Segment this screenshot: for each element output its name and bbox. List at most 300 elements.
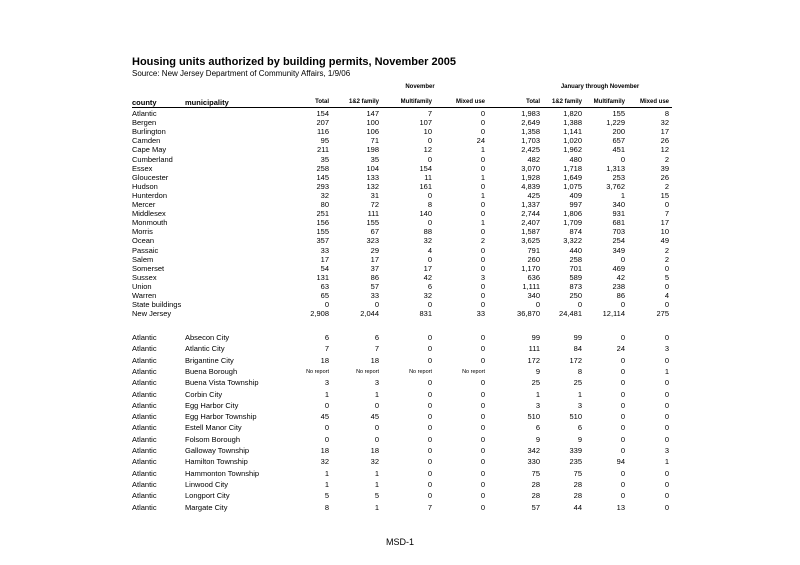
value-cell: 7 — [427, 109, 432, 118]
county-name: Atlantic — [132, 434, 157, 444]
value-cell: 873 — [569, 281, 582, 291]
value-cell: 0 — [427, 468, 432, 478]
value-cell: 156 — [316, 218, 329, 228]
county-row — [0, 136, 800, 145]
col-mixed-ytd: Mixed use — [639, 99, 669, 105]
value-cell: 440 — [569, 245, 582, 255]
value-cell: 330 — [527, 457, 540, 467]
municipality-row — [0, 411, 800, 423]
value-cell: 0 — [480, 333, 485, 342]
value-cell: 0 — [427, 254, 432, 264]
county-name: Atlantic — [132, 479, 157, 489]
value-cell: 0 — [324, 400, 329, 410]
value-cell: 0 — [427, 154, 432, 164]
col-family-ytd: 1&2 family — [551, 99, 582, 105]
value-cell: 0 — [620, 400, 625, 410]
county-name: Camden — [132, 136, 161, 146]
county-name: Warren — [132, 291, 157, 300]
county-row — [0, 300, 800, 309]
municipality-name: Galloway Township — [185, 446, 250, 455]
value-cell: 2 — [664, 245, 669, 255]
value-cell: 6 — [535, 423, 540, 433]
value-cell: 0 — [620, 491, 625, 501]
value-cell: 2,425 — [521, 145, 540, 155]
county-row — [0, 309, 800, 318]
value-cell: 425 — [527, 190, 540, 200]
value-cell: 0 — [480, 291, 485, 300]
value-cell: 154 — [419, 163, 432, 173]
value-cell: 260 — [527, 254, 540, 264]
value-cell: 106 — [366, 127, 379, 137]
county-name: Passaic — [132, 245, 159, 255]
value-cell: 35 — [320, 154, 329, 164]
value-cell: 1,709 — [563, 218, 582, 228]
value-cell: 172 — [527, 355, 540, 365]
value-cell: 11 — [424, 172, 432, 182]
value-cell: 17 — [660, 127, 669, 137]
value-cell: 0 — [427, 190, 432, 200]
value-cell: 172 — [569, 355, 582, 365]
value-cell: 997 — [569, 200, 582, 209]
report-title: Housing units authorized by building permits, November 2005 — [132, 56, 456, 68]
value-cell: 469 — [612, 263, 625, 273]
county-row — [0, 173, 800, 182]
value-cell: 1 — [620, 190, 625, 200]
value-cell: 1 — [324, 479, 329, 489]
value-cell: 1,820 — [563, 109, 582, 118]
value-cell: 95 — [320, 136, 329, 146]
value-cell: 0 — [480, 468, 485, 478]
value-cell: 251 — [316, 209, 329, 219]
value-cell: 0 — [480, 181, 485, 191]
value-cell: 1,962 — [563, 145, 582, 155]
value-cell: 17 — [423, 263, 432, 273]
county-name: Atlantic — [132, 491, 157, 501]
value-cell: 65 — [320, 291, 329, 300]
value-cell: 2 — [664, 154, 669, 164]
value-cell: 1,075 — [563, 181, 582, 191]
municipality-name: Absecon City — [185, 333, 230, 342]
value-cell: 2,044 — [360, 309, 379, 319]
value-cell: 357 — [316, 236, 329, 246]
value-cell: 86 — [370, 272, 379, 282]
value-cell: 99 — [573, 333, 582, 342]
value-cell: 0 — [480, 127, 485, 137]
value-cell: 235 — [569, 457, 582, 467]
group-header-november: November — [405, 84, 435, 90]
county-name: Sussex — [132, 272, 157, 282]
value-cell: 1,229 — [606, 118, 625, 128]
value-cell: 42 — [423, 272, 432, 282]
value-cell: 0 — [374, 300, 379, 310]
county-row — [0, 118, 800, 127]
value-cell: 340 — [612, 200, 625, 209]
county-row — [0, 218, 800, 227]
value-cell: 57 — [370, 281, 379, 291]
value-cell: 0 — [427, 218, 432, 228]
county-name: Monmouth — [132, 218, 168, 228]
value-cell: 36,870 — [517, 309, 540, 319]
value-cell: 18 — [320, 446, 329, 455]
value-cell: 32 — [370, 457, 379, 467]
value-cell: 24 — [616, 344, 625, 354]
value-cell: 0 — [480, 254, 485, 264]
value-cell: 80 — [320, 200, 329, 209]
value-cell: 0 — [480, 412, 485, 422]
value-cell: 1 — [480, 145, 485, 155]
value-cell: 0 — [664, 479, 669, 489]
value-cell: 0 — [480, 491, 485, 501]
value-cell: 7 — [324, 344, 329, 354]
value-cell: 1 — [577, 389, 582, 399]
value-cell: 342 — [527, 446, 540, 455]
value-cell: 140 — [419, 209, 432, 219]
value-cell: 0 — [620, 300, 625, 310]
value-cell: 3 — [535, 400, 540, 410]
value-cell: 155 — [366, 218, 379, 228]
value-cell: 10 — [660, 227, 669, 237]
county-row — [0, 227, 800, 236]
municipality-name: Buena Vista Township — [185, 378, 259, 388]
value-cell: 5 — [664, 272, 669, 282]
value-cell: 1,111 — [522, 281, 540, 291]
value-cell: 75 — [531, 468, 540, 478]
value-cell: 133 — [366, 172, 379, 182]
value-cell: 6 — [324, 333, 329, 342]
value-cell: 33 — [320, 245, 329, 255]
value-cell: No report — [409, 368, 432, 375]
value-cell: 3 — [374, 378, 379, 388]
value-cell: 1,649 — [563, 172, 582, 182]
value-cell: 99 — [531, 333, 540, 342]
value-cell: 1 — [664, 366, 669, 376]
value-cell: 0 — [480, 109, 485, 118]
value-cell: 0 — [620, 434, 625, 444]
value-cell: 2,908 — [310, 309, 329, 319]
value-cell: 3,762 — [606, 181, 625, 191]
value-cell: 154 — [316, 109, 329, 118]
value-cell: 84 — [573, 344, 582, 354]
value-cell: 4 — [664, 291, 669, 300]
value-cell: 510 — [569, 412, 582, 422]
value-cell: 636 — [527, 272, 540, 282]
municipality-row — [0, 422, 800, 434]
col-multi-ytd: Multifamily — [593, 99, 625, 105]
value-cell: 0 — [480, 200, 485, 209]
value-cell: 28 — [573, 491, 582, 501]
value-cell: 0 — [324, 300, 329, 310]
value-cell: 72 — [370, 200, 379, 209]
value-cell: 238 — [612, 281, 625, 291]
municipality-row — [0, 479, 800, 491]
value-cell: 6 — [374, 333, 379, 342]
value-cell: 8 — [664, 109, 669, 118]
county-name: Hunterdon — [132, 190, 168, 200]
value-cell: 1,388 — [563, 118, 582, 128]
value-cell: 703 — [612, 227, 625, 237]
municipality-name: Longport City — [185, 491, 230, 501]
municipality-name: Folsom Borough — [185, 434, 241, 444]
value-cell: 0 — [480, 263, 485, 273]
value-cell: No report — [306, 368, 329, 375]
municipality-name: Corbin City — [185, 389, 223, 399]
value-cell: 0 — [427, 446, 432, 455]
value-cell: 12 — [660, 145, 669, 155]
county-name: Atlantic — [132, 366, 157, 376]
value-cell: 0 — [620, 378, 625, 388]
value-cell: 18 — [320, 355, 329, 365]
value-cell: 207 — [316, 118, 329, 128]
value-cell: 94 — [616, 457, 625, 467]
value-cell: 54 — [320, 263, 329, 273]
value-cell: 258 — [316, 163, 329, 173]
value-cell: 0 — [427, 344, 432, 354]
value-cell: 0 — [480, 434, 485, 444]
value-cell: 24,481 — [559, 309, 582, 319]
value-cell: 340 — [527, 291, 540, 300]
value-cell: 45 — [320, 412, 329, 422]
value-cell: 32 — [423, 291, 432, 300]
value-cell: 32 — [320, 457, 329, 467]
county-row — [0, 255, 800, 264]
county-row — [0, 246, 800, 255]
county-name: Atlantic — [132, 333, 157, 342]
value-cell: 1,170 — [521, 263, 540, 273]
value-cell: 7 — [664, 209, 669, 219]
municipality-row — [0, 456, 800, 468]
value-cell: 1,983 — [521, 109, 540, 118]
municipality-name: Egg Harbor Township — [185, 412, 257, 422]
county-row — [0, 127, 800, 136]
value-cell: 0 — [480, 281, 485, 291]
value-cell: 1 — [324, 389, 329, 399]
value-cell: 0 — [324, 423, 329, 433]
county-name: Atlantic — [132, 344, 157, 354]
value-cell: 9 — [535, 366, 540, 376]
value-cell: 1,718 — [563, 163, 582, 173]
value-cell: 0 — [480, 502, 485, 512]
value-cell: 0 — [374, 400, 379, 410]
value-cell: 0 — [577, 300, 582, 310]
value-cell: 8 — [324, 502, 329, 512]
value-cell: 75 — [573, 468, 582, 478]
county-name: Bergen — [132, 118, 157, 128]
county-row — [0, 209, 800, 218]
value-cell: 32 — [660, 118, 669, 128]
county-name: Union — [132, 281, 152, 291]
value-cell: 323 — [366, 236, 379, 246]
value-cell: 1 — [324, 468, 329, 478]
value-cell: 1 — [480, 172, 485, 182]
county-name: Salem — [132, 254, 154, 264]
value-cell: 25 — [573, 378, 582, 388]
county-name: Ocean — [132, 236, 155, 246]
county-name: Hudson — [132, 181, 158, 191]
municipality-name: Linwood City — [185, 479, 228, 489]
value-cell: 0 — [427, 423, 432, 433]
value-cell: 26 — [660, 172, 669, 182]
value-cell: 17 — [320, 254, 329, 264]
value-cell: 0 — [620, 389, 625, 399]
county-row — [0, 155, 800, 164]
value-cell: 1 — [664, 457, 669, 467]
value-cell: 0 — [620, 446, 625, 455]
county-name: Atlantic — [132, 400, 157, 410]
municipality-row — [0, 502, 800, 514]
value-cell: 18 — [370, 446, 379, 455]
value-cell: 0 — [374, 434, 379, 444]
value-cell: 13 — [616, 502, 625, 512]
column-header-row — [0, 98, 800, 107]
value-cell: 5 — [374, 491, 379, 501]
value-cell: 2 — [664, 254, 669, 264]
municipality-row — [0, 468, 800, 480]
value-cell: 211 — [317, 145, 329, 155]
value-cell: 86 — [616, 291, 625, 300]
value-cell: 0 — [427, 378, 432, 388]
county-row — [0, 273, 800, 282]
value-cell: 155 — [316, 227, 329, 237]
value-cell: 1 — [374, 502, 379, 512]
value-cell: 253 — [612, 172, 625, 182]
value-cell: 0 — [427, 434, 432, 444]
value-cell: 0 — [620, 468, 625, 478]
value-cell: 0 — [480, 446, 485, 455]
value-cell: 451 — [612, 145, 625, 155]
value-cell: 482 — [527, 154, 540, 164]
value-cell: 0 — [664, 281, 669, 291]
group-header-ytd: January through November — [560, 84, 640, 90]
value-cell: 1,020 — [563, 136, 582, 146]
value-cell: 67 — [370, 227, 379, 237]
value-cell: 15 — [660, 190, 669, 200]
value-cell: 250 — [569, 291, 582, 300]
value-cell: 63 — [320, 281, 329, 291]
value-cell: 12,114 — [602, 309, 625, 319]
value-cell: 147 — [366, 109, 379, 118]
value-cell: 4 — [427, 245, 432, 255]
value-cell: 0 — [480, 457, 485, 467]
value-cell: 0 — [664, 389, 669, 399]
value-cell: 4,839 — [521, 181, 540, 191]
county-row — [0, 236, 800, 245]
header-rule — [132, 107, 672, 108]
municipality-name: Buena Borough — [185, 366, 238, 376]
value-cell: 28 — [531, 479, 540, 489]
value-cell: 339 — [569, 446, 582, 455]
value-cell: 349 — [612, 245, 625, 255]
value-cell: 0 — [480, 378, 485, 388]
value-cell: 132 — [366, 181, 379, 191]
value-cell: 100 — [366, 118, 379, 128]
county-row — [0, 109, 800, 118]
value-cell: 0 — [480, 479, 485, 489]
county-row — [0, 200, 800, 209]
value-cell: 681 — [612, 218, 625, 228]
value-cell: 0 — [664, 333, 669, 342]
value-cell: 510 — [527, 412, 540, 422]
value-cell: 155 — [612, 109, 625, 118]
value-cell: 0 — [427, 491, 432, 501]
county-row — [0, 145, 800, 154]
value-cell: 25 — [531, 378, 540, 388]
municipality-row — [0, 366, 800, 378]
value-cell: 874 — [569, 227, 582, 237]
value-cell: 0 — [480, 300, 485, 310]
value-cell: 1 — [374, 479, 379, 489]
municipality-row — [0, 332, 800, 344]
value-cell: 1,806 — [563, 209, 582, 219]
value-cell: 0 — [480, 423, 485, 433]
value-cell: 1 — [480, 218, 485, 228]
value-cell: 9 — [535, 434, 540, 444]
county-name: Middlesex — [132, 209, 166, 219]
value-cell: 1 — [374, 468, 379, 478]
municipality-row — [0, 355, 800, 367]
value-cell: 6 — [577, 423, 582, 433]
value-cell: 275 — [656, 309, 669, 319]
value-cell: 0 — [480, 245, 485, 255]
value-cell: 5 — [324, 491, 329, 501]
value-cell: 0 — [324, 434, 329, 444]
county-name: Cape May — [132, 145, 167, 155]
value-cell: 0 — [664, 200, 669, 209]
value-cell: 8 — [577, 366, 582, 376]
value-cell: 0 — [480, 344, 485, 354]
county-name: Mercer — [132, 200, 156, 209]
value-cell: 111 — [367, 209, 379, 219]
value-cell: 0 — [427, 400, 432, 410]
value-cell: 3 — [577, 400, 582, 410]
county-name: Cumberland — [132, 154, 173, 164]
municipality-row — [0, 445, 800, 457]
value-cell: 1,587 — [521, 227, 540, 237]
value-cell: 71 — [370, 136, 379, 146]
value-cell: 2 — [664, 181, 669, 191]
col-municipality: municipality — [185, 98, 229, 107]
value-cell: 33 — [476, 309, 485, 319]
county-row — [0, 282, 800, 291]
value-cell: 57 — [531, 502, 540, 512]
county-name: Essex — [132, 163, 153, 173]
value-cell: 0 — [535, 300, 540, 310]
value-cell: 0 — [480, 209, 485, 219]
value-cell: 104 — [366, 163, 379, 173]
value-cell: 9 — [577, 434, 582, 444]
value-cell: 931 — [612, 209, 625, 219]
value-cell: 0 — [664, 491, 669, 501]
value-cell: 0 — [480, 154, 485, 164]
county-name: New Jersey — [132, 309, 172, 319]
value-cell: 200 — [612, 127, 625, 137]
value-cell: 8 — [427, 200, 432, 209]
value-cell: 0 — [620, 479, 625, 489]
value-cell: No report — [462, 368, 485, 375]
col-family: 1&2 family — [348, 99, 379, 105]
value-cell: 2,407 — [521, 218, 540, 228]
value-cell: 1,141 — [563, 127, 582, 137]
municipality-name: Hamilton Township — [185, 457, 248, 467]
value-cell: 31 — [370, 190, 379, 200]
value-cell: 0 — [620, 333, 625, 342]
col-county: county — [132, 98, 157, 107]
value-cell: 258 — [569, 254, 582, 264]
value-cell: 6 — [427, 281, 432, 291]
value-cell: 88 — [423, 227, 432, 237]
value-cell: 1,703 — [521, 136, 540, 146]
value-cell: 293 — [316, 181, 329, 191]
value-cell: 3,070 — [521, 163, 540, 173]
